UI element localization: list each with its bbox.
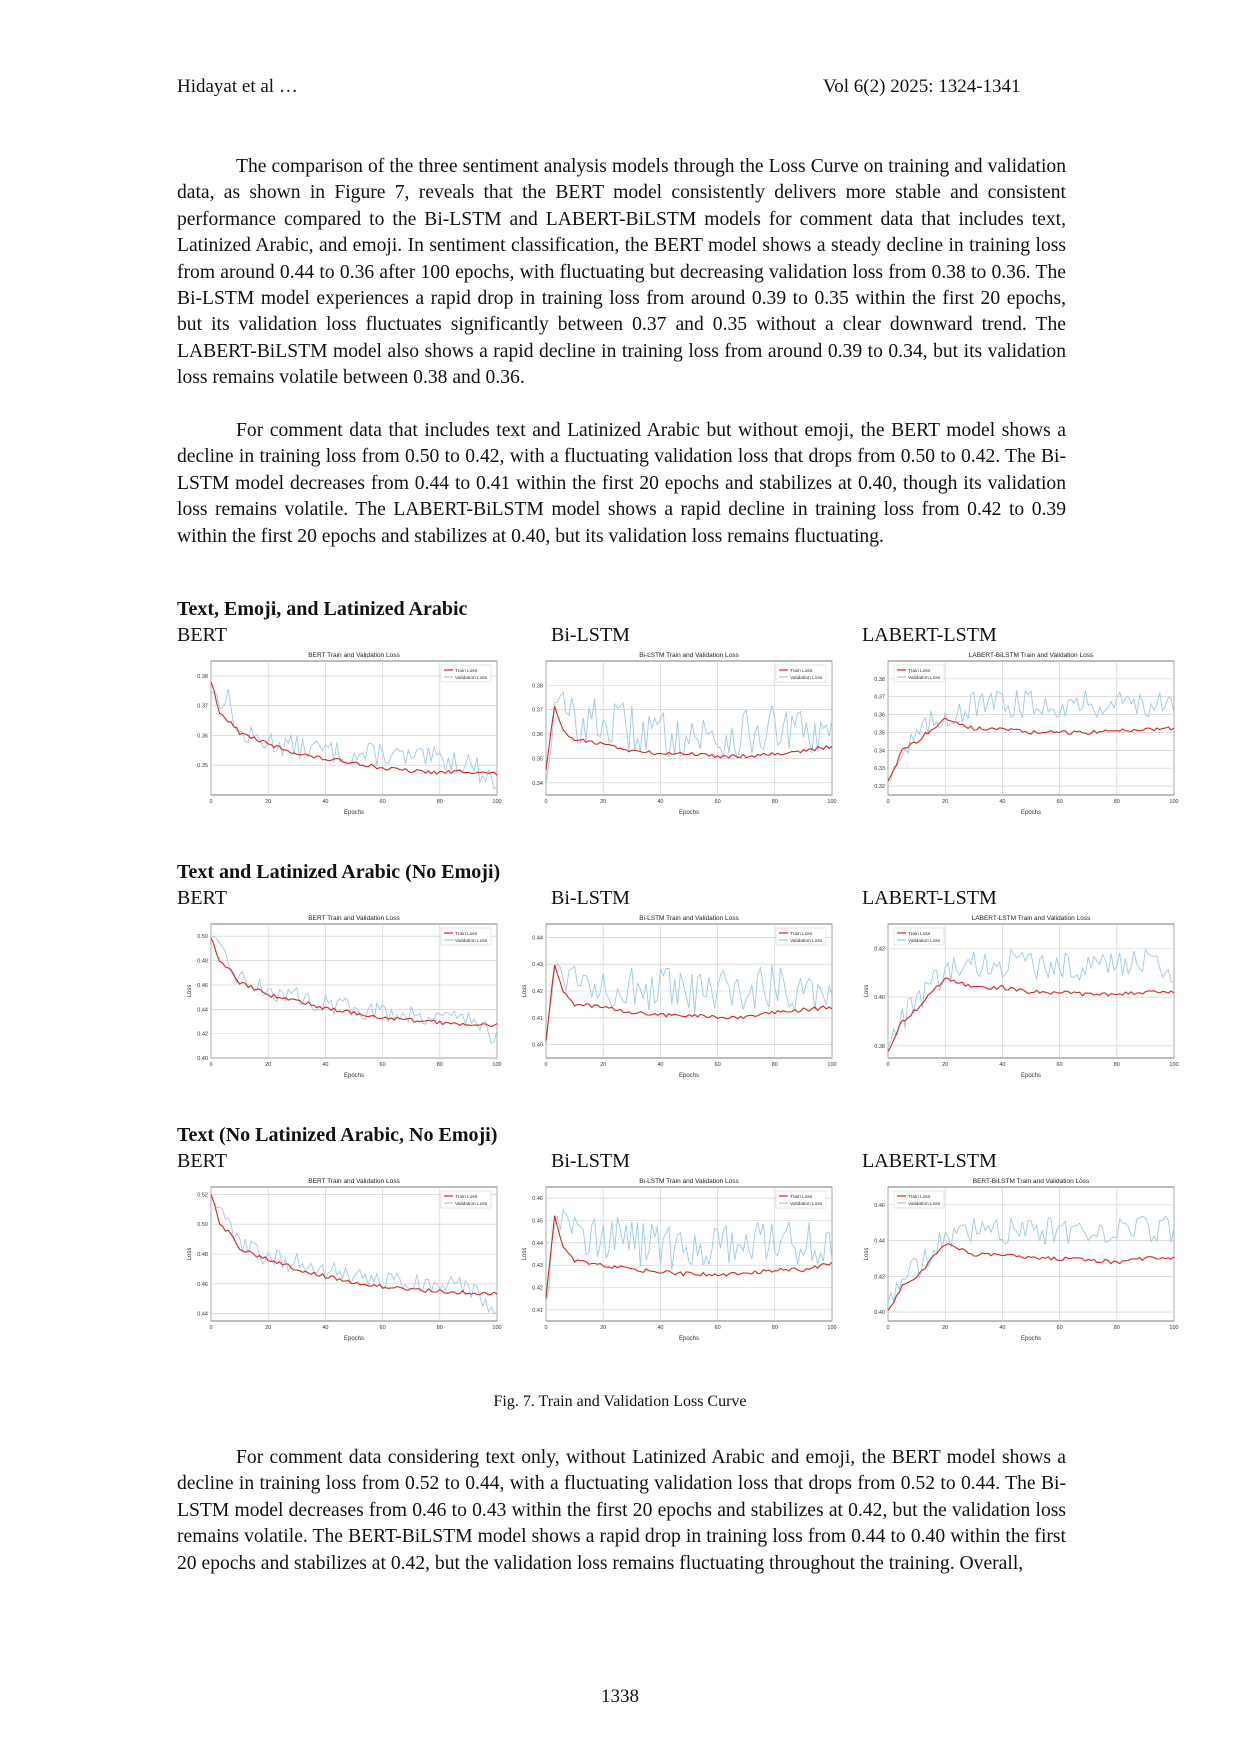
panel-label-bert-2: BERT [177,887,227,909]
x-tick-label: 20 [265,1062,272,1068]
loss-chart-svg [185,912,505,1082]
x-tick-label: 40 [322,1062,329,1068]
chart-title: BERT Train and Validation Loss [308,1178,400,1185]
x-tick-label: 20 [600,1062,607,1068]
y-tick-label: 0.35 [874,730,885,737]
y-tick-label: 0.44 [197,1311,208,1318]
x-tick-label: 60 [379,1325,386,1331]
chart-labert-text-only [862,1175,1182,1345]
y-tick-label: 0.50 [197,1222,208,1229]
y-tick-label: 0.42 [197,1031,208,1038]
y-tick-label: 0.42 [532,1285,543,1292]
y-tick-label: 0.35 [532,756,543,763]
figure-section-title-1: Text, Emoji, and Latinized Arabic [177,598,468,620]
x-tick-label: 20 [600,1325,607,1331]
panel-label-labert-3: LABERT-LSTM [862,1150,997,1172]
loss-chart-svg [520,1175,840,1345]
y-tick-label: 0.50 [197,934,208,941]
x-tick-label: 20 [265,1325,272,1331]
x-tick-label: 100 [1169,1062,1179,1068]
legend-label: Validation Loss [455,1202,488,1207]
panel-label-bert-1: BERT [177,624,227,646]
y-tick-label: 0.34 [874,748,885,755]
y-tick-label: 0.36 [197,733,208,740]
legend-label: Train Loss [790,932,813,937]
paragraph-3: For comment data considering text only, without Latinized Arabic and emoji, the BERT model shows a decline in training loss from 0.52 to 0.44, with a fluctuating validation loss that drops from 0.52 to 0.44. The Bi-LSTM model decreases from 0.46 to 0.43 within the first 20 epochs and stabilizes at 0.42, but the validation loss remains volatile. The BERT-BiLSTM model shows a rapid drop in training loss from 0.44 to 0.40 within the first 20 epochs and stabilizes at 0.42, but the validation loss remains fluctuating throughout the training. Overall, [177,1447,1066,1574]
x-tick-label: 100 [1169,799,1179,805]
x-tick-label: 80 [1113,1325,1120,1331]
y-axis-label: Loss [864,1247,870,1261]
x-tick-label: 0 [544,1062,548,1068]
x-tick-label: 100 [827,799,837,805]
y-tick-label: 0.37 [197,703,208,710]
x-tick-label: 100 [492,799,502,805]
loss-chart-svg [185,1175,505,1345]
y-tick-label: 0.34 [532,780,543,787]
legend-label: Validation Loss [790,676,823,681]
panel-label-bilstm-1: Bi-LSTM [551,624,630,646]
y-tick-label: 0.37 [532,707,543,714]
legend-label: Validation Loss [455,676,488,681]
panel-label-bert-3: BERT [177,1150,227,1172]
y-axis-label: Loss [522,984,528,998]
x-tick-label: 60 [714,1062,721,1068]
x-tick-label: 0 [886,1325,890,1331]
y-tick-label: 0.40 [874,1310,885,1317]
legend-label: Train Loss [455,932,478,937]
x-axis-label: Epochs [343,810,365,816]
figure-section-title-2: Text and Latinized Arabic (No Emoji) [177,861,501,883]
panel-label-bilstm-2: Bi-LSTM [551,887,630,909]
y-tick-label: 0.35 [197,763,208,770]
panel-label-labert-2: LABERT-LSTM [862,887,997,909]
x-tick-label: 100 [827,1062,837,1068]
y-tick-label: 0.41 [532,1015,543,1022]
chart-bilstm-text-only [520,1175,840,1345]
x-tick-label: 40 [657,799,664,805]
x-tick-label: 80 [771,799,778,805]
x-tick-label: 20 [942,1325,949,1331]
x-tick-label: 80 [436,1325,443,1331]
x-tick-label: 60 [714,799,721,805]
loss-chart-svg [862,1175,1182,1345]
y-tick-label: 0.44 [532,1240,543,1247]
x-tick-label: 20 [942,1062,949,1068]
legend-label: Train Loss [455,1195,478,1200]
x-tick-label: 100 [1169,1325,1179,1331]
x-tick-label: 20 [600,799,607,805]
x-tick-label: 40 [657,1062,664,1068]
x-tick-label: 80 [436,1062,443,1068]
x-axis-label: Epochs [1020,1073,1042,1079]
x-tick-label: 40 [999,1325,1006,1331]
paragraph-1: The comparison of the three sentiment analysis models through the Loss Curve on training and validation data, as shown in Figure 7, reveals that the BERT model consistently delivers more stable and consistent performance compared to the Bi-LSTM and LABERT-BiLSTM models for comment data that includes text, Latinized Arabic, and emoji. In sentiment classification, the BERT model shows a steady decline in training loss from around 0.44 to 0.36 after 100 epochs, with fluctuating but decreasing validation loss from 0.38 to 0.36. The Bi-LSTM model experiences a rapid drop in training loss from around 0.39 to 0.35 within the first 20 epochs, but its validation loss fluctuates significantly between 0.37 and 0.35 without a clear downward trend. The LABERT-BiLSTM model also shows a rapid decline in training loss from around 0.39 to 0.34, but its validation loss remains volatile between 0.38 and 0.36. [177,156,1066,389]
loss-chart-svg [520,649,840,819]
y-tick-label: 0.38 [874,676,885,683]
y-tick-label: 0.45 [532,1218,543,1225]
chart-title: Bi-LSTM Train and Validation Loss [639,652,739,659]
y-tick-label: 0.42 [532,989,543,995]
x-tick-label: 60 [1056,1062,1063,1068]
chart-bilstm-text-emoji-arabic [520,649,840,819]
y-tick-label: 0.40 [874,995,885,1002]
legend-label: Validation Loss [908,1202,941,1207]
legend-label: Validation Loss [790,939,823,944]
y-tick-label: 0.44 [874,1238,885,1245]
x-axis-label: Epochs [678,1073,700,1079]
loss-chart-svg [862,649,1182,819]
x-tick-label: 0 [209,799,213,805]
legend-label: Validation Loss [908,939,941,944]
x-axis-label: Epochs [678,1336,700,1342]
y-tick-label: 0.52 [197,1192,208,1199]
x-tick-label: 80 [1113,1062,1120,1068]
legend-label: Train Loss [908,932,931,937]
x-tick-label: 0 [544,799,548,805]
panel-label-bilstm-3: Bi-LSTM [551,1150,630,1172]
chart-title: Bi-LSTM Train and Validation Loss [639,915,739,922]
x-tick-label: 80 [771,1062,778,1068]
y-tick-label: 0.33 [874,766,885,773]
y-tick-label: 0.40 [532,1042,543,1049]
y-tick-label: 0.42 [874,946,885,953]
x-tick-label: 20 [942,799,949,805]
x-tick-label: 60 [379,799,386,805]
y-tick-label: 0.46 [874,1202,885,1209]
y-tick-label: 0.43 [532,1263,543,1270]
legend-label: Validation Loss [908,676,941,681]
y-tick-label: 0.36 [874,712,885,719]
y-tick-label: 0.41 [532,1307,543,1314]
x-tick-label: 40 [322,799,329,805]
legend-label: Train Loss [455,669,478,674]
panel-label-labert-1: LABERT-LSTM [862,624,997,646]
y-tick-label: 0.42 [874,1274,885,1281]
x-axis-label: Epochs [678,810,700,816]
figure-section-title-3: Text (No Latinized Arabic, No Emoji) [177,1124,498,1146]
x-tick-label: 40 [657,1325,664,1331]
y-axis-label: Loss [187,984,193,998]
paragraph-2: For comment data that includes text and Latinized Arabic but without emoji, the BERT model shows a decline in training loss from 0.50 to 0.42, with a fluctuating validation loss that drops from 0.50 to 0.42. The Bi-LSTM model decreases from 0.44 to 0.41 within the first 20 epochs and stabilizes at 0.40, though its validation loss remains volatile. The LABERT-BiLSTM model shows a rapid decline in training loss from 0.42 to 0.39 within the first 20 epochs and stabilizes at 0.40, but its validation loss remains fluctuating. [177,420,1066,547]
x-tick-label: 0 [209,1062,213,1068]
x-tick-label: 40 [999,1062,1006,1068]
x-axis-label: Epochs [1020,1336,1042,1342]
y-axis-label: Loss [522,1247,528,1261]
y-tick-label: 0.40 [197,1056,208,1062]
page-number: 1338 [601,1686,639,1707]
x-tick-label: 80 [771,1325,778,1331]
legend-label: Train Loss [790,669,813,674]
x-axis-label: Epochs [343,1073,365,1079]
x-tick-label: 40 [999,799,1006,805]
x-tick-label: 80 [436,799,443,805]
x-axis-label: Epochs [1020,810,1042,816]
running-header-volume: Vol 6(2) 2025: 1324-1341 [823,76,1021,97]
x-tick-label: 0 [886,1062,890,1068]
x-tick-label: 0 [209,1325,213,1331]
loss-chart-svg [862,912,1182,1082]
y-tick-label: 0.43 [532,962,543,969]
x-tick-label: 60 [714,1325,721,1331]
chart-title: BERT-BiLSTM Train and Validation Loss [972,1178,1090,1185]
y-tick-label: 0.32 [874,784,885,791]
chart-bert-text-emoji-arabic [185,649,505,819]
y-tick-label: 0.44 [197,1007,208,1014]
x-tick-label: 80 [1113,799,1120,805]
y-tick-label: 0.36 [532,732,543,739]
y-tick-label: 0.48 [197,1252,208,1258]
chart-title: Bi-LSTM Train and Validation Loss [639,1178,739,1185]
chart-title: LABERT-BiLSTM Train and Validation Loss [968,652,1094,659]
figure-caption: Fig. 7. Train and Validation Loss Curve [493,1393,747,1410]
chart-bert-text-only [185,1175,505,1345]
x-tick-label: 100 [827,1325,837,1331]
running-header-authors: Hidayat et al … [177,76,298,97]
y-tick-label: 0.48 [197,958,208,965]
legend-label: Validation Loss [790,1202,823,1207]
legend-label: Validation Loss [455,939,488,944]
y-tick-label: 0.37 [874,694,885,701]
loss-chart-svg [185,649,505,819]
x-tick-label: 100 [492,1062,502,1068]
x-tick-label: 40 [322,1325,329,1331]
x-tick-label: 100 [492,1325,502,1331]
legend-label: Train Loss [908,1195,931,1200]
y-axis-label: Loss [187,1247,193,1261]
y-tick-label: 0.38 [197,673,208,680]
y-tick-label: 0.38 [874,1043,885,1050]
legend-label: Train Loss [908,669,931,674]
loss-chart-svg [520,912,840,1082]
y-axis-label: Loss [864,984,870,998]
y-tick-label: 0.38 [532,683,543,690]
chart-title: BERT Train and Validation Loss [308,915,400,922]
legend-label: Train Loss [790,1195,813,1200]
x-tick-label: 60 [1056,1325,1063,1331]
chart-labert-text-emoji-arabic [862,649,1182,819]
y-tick-label: 0.46 [197,982,208,989]
chart-bert-text-arabic [185,912,505,1082]
x-tick-label: 20 [265,799,272,805]
x-tick-label: 0 [886,799,890,805]
y-tick-label: 0.46 [532,1196,543,1203]
x-tick-label: 60 [1056,799,1063,805]
x-tick-label: 0 [544,1325,548,1331]
chart-labert-text-arabic [862,912,1182,1082]
x-tick-label: 60 [379,1062,386,1068]
chart-title: BERT Train and Validation Loss [308,652,400,659]
y-tick-label: 0.44 [532,935,543,942]
x-axis-label: Epochs [343,1336,365,1342]
chart-title: LABERT-LSTM Train and Validation Loss [971,915,1091,922]
y-tick-label: 0.46 [197,1281,208,1288]
chart-bilstm-text-arabic [520,912,840,1082]
